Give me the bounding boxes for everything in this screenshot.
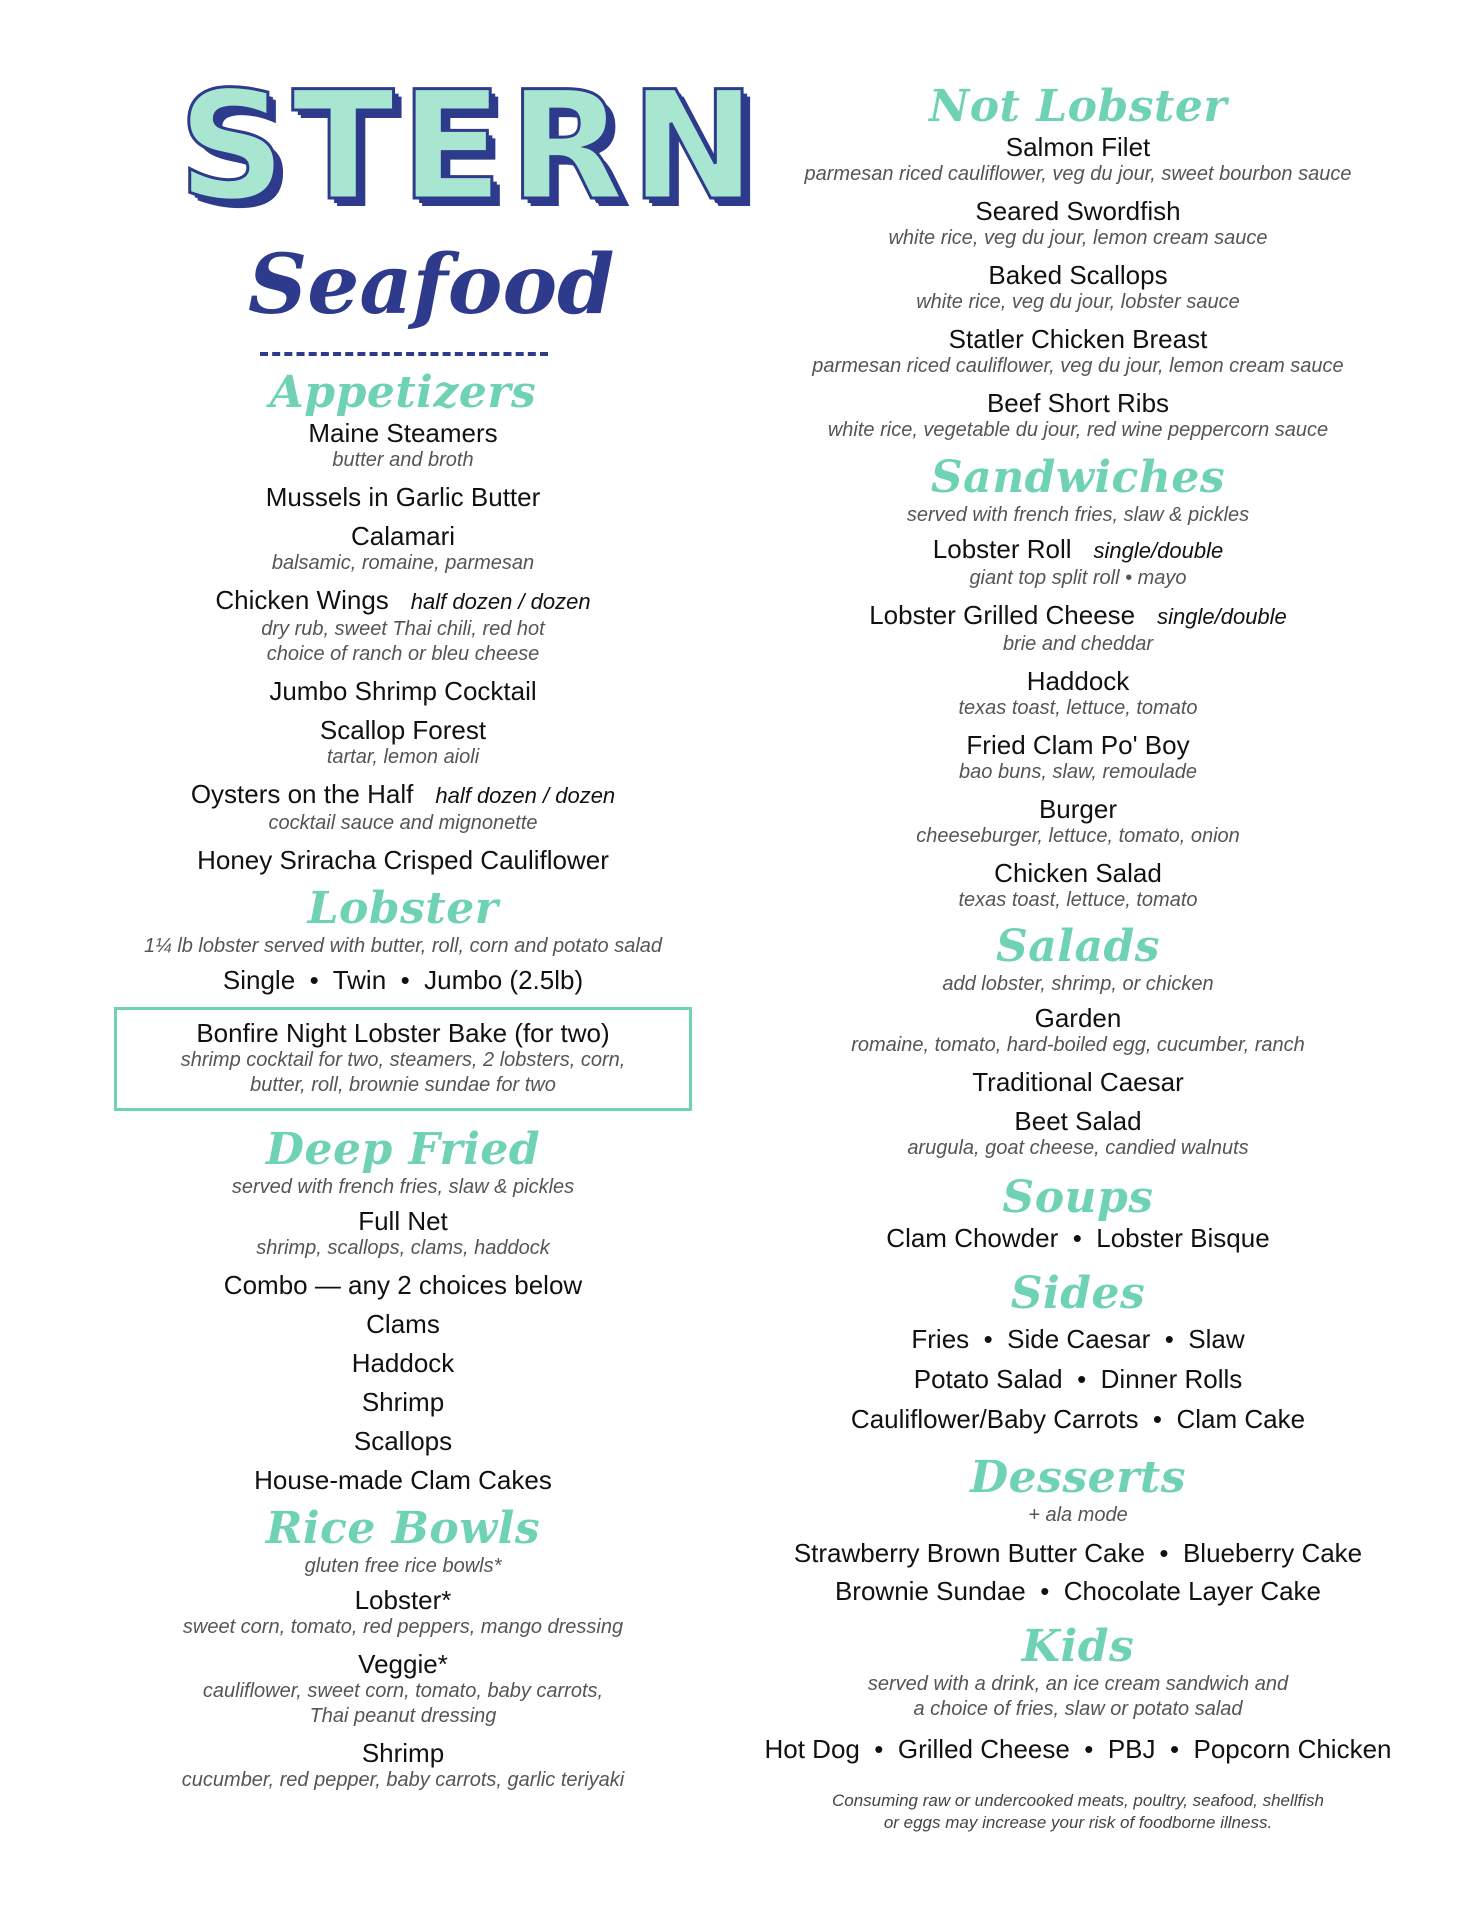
item-desc: white rice, veg du jour, lemon cream sauce (888, 227, 1268, 249)
item-desc: texas toast, lettuce, tomato (958, 697, 1198, 719)
desserts-subtitle: + ala mode (1028, 1504, 1128, 1526)
sides-line: Potato Salad • Dinner Rolls (913, 1364, 1243, 1394)
item-name: Shrimp (361, 1387, 445, 1417)
disclaimer-line: or eggs may increase your risk of foodborne illness. (883, 1813, 1273, 1832)
item-name: Fried Clam Po' Boy (966, 730, 1190, 760)
menu-item (108, 715, 698, 770)
item-desc: cocktail sauce and mignonette (268, 812, 538, 834)
item-desc: romaine, tomato, hard-boiled egg, cucumber, ranch (851, 1034, 1305, 1056)
kids-title: Kids (1021, 1621, 1135, 1672)
sides-section (758, 1269, 1398, 1439)
item-desc: tartar, lemon aioli (326, 746, 480, 768)
rice-bowls-section (108, 1504, 698, 1793)
appetizers-title: Appetizers (269, 367, 537, 418)
kids-section (758, 1622, 1398, 1764)
menu-item (108, 1585, 698, 1640)
item-name: Jumbo Shrimp Cocktail (269, 676, 537, 706)
logo (108, 0, 762, 340)
item-name-row (758, 534, 1398, 566)
menu-item (758, 196, 1398, 251)
menu-item (758, 534, 1398, 591)
kids-subtitle: served with a drink, an ice cream sandwich and (867, 1673, 1289, 1695)
not-lobster-title: Not Lobster (928, 81, 1228, 132)
menu-item (108, 1426, 698, 1456)
item-name: Oysters on the Half (190, 779, 414, 809)
item-desc: sweet corn, tomato, red peppers, mango dressing (182, 1616, 624, 1638)
item-desc: shrimp, scallops, clams, haddock (256, 1237, 550, 1259)
item-name: Scallop Forest (319, 715, 487, 745)
item-desc: butter and broth (332, 449, 474, 471)
soups-list: Clam Chowder • Lobster Bisque (886, 1223, 1270, 1253)
menu-item (758, 132, 1398, 187)
item-desc: shrimp cocktail for two, steamers, 2 lobsters, corn, (180, 1049, 626, 1071)
kids-list: Hot Dog • Grilled Cheese • PBJ • Popcorn Chicken (764, 1734, 1392, 1764)
deep-fried-title: Deep Fried (265, 1124, 541, 1175)
deep-fried-section (108, 1125, 698, 1495)
item-desc: parmesan riced cauliflower, veg du jour, sweet bourbon sauce (804, 163, 1352, 185)
item-desc: parmesan riced cauliflower, veg du jour, lemon cream sauce (812, 355, 1344, 377)
menu-item (108, 482, 698, 512)
menu-item (108, 779, 698, 836)
item-name: Haddock (1026, 666, 1130, 696)
item-name: Calamari (350, 521, 456, 551)
menu-item (758, 1067, 1398, 1097)
item-name: Salmon Filet (1005, 132, 1151, 162)
item-desc: choice of ranch or bleu cheese (266, 643, 540, 665)
item-desc: cheeseburger, lettuce, tomato, onion (916, 825, 1240, 847)
item-name: Lobster Grilled Cheese (869, 600, 1136, 630)
menu-item (758, 388, 1398, 443)
salads-title: Salads (995, 921, 1161, 972)
item-desc: giant top split roll • mayo (969, 567, 1187, 589)
item-name: Traditional Caesar (972, 1067, 1184, 1097)
logo-stern-text: STERN (178, 60, 762, 234)
item-name: Beef Short Ribs (986, 388, 1170, 418)
lobster-title: Lobster (307, 883, 499, 934)
item-name: Full Net (358, 1206, 448, 1236)
sides-line: Fries • Side Caesar • Slaw (911, 1324, 1245, 1354)
menu-item (758, 324, 1398, 379)
item-desc: white rice, vegetable du jour, red wine peppercorn sauce (827, 419, 1329, 441)
sandwiches-subtitle: served with french fries, slaw & pickles (906, 504, 1250, 526)
item-name: Garden (1034, 1003, 1122, 1033)
appetizers-section (108, 368, 698, 875)
item-desc: white rice, veg du jour, lobster sauce (916, 291, 1240, 313)
lobster-section (108, 884, 698, 1111)
rice-bowls-title: Rice Bowls (265, 1503, 541, 1554)
left-column (108, 0, 762, 1802)
menu-item (758, 666, 1398, 721)
item-desc: brie and cheddar (1002, 633, 1154, 655)
disclaimer-line: Consuming raw or undercooked meats, poultry, seafood, shellfish (832, 1791, 1324, 1810)
menu-item (108, 1738, 698, 1793)
menu-item (108, 521, 698, 576)
sides-title: Sides (1010, 1268, 1146, 1319)
menu-item (108, 585, 698, 667)
menu-item (108, 1309, 698, 1339)
disclaimer (758, 1790, 1398, 1834)
item-name: Burger (1038, 794, 1118, 824)
item-name: Scallops (353, 1426, 453, 1456)
menu-item (758, 1003, 1398, 1058)
soups-section (758, 1173, 1398, 1253)
right-column (758, 0, 1398, 1834)
item-name: Clams (366, 1309, 440, 1339)
menu-item (108, 1465, 698, 1495)
logo-divider (260, 352, 548, 356)
item-desc: balsamic, romaine, parmesan (271, 552, 535, 574)
salads-section (758, 922, 1398, 1161)
item-name: Beet Salad (1014, 1106, 1142, 1136)
menu-item (758, 1106, 1398, 1161)
desserts-line: Strawberry Brown Butter Cake • Blueberry Cake (793, 1538, 1363, 1568)
item-name-row (758, 600, 1398, 632)
item-name: Baked Scallops (988, 260, 1168, 290)
menu-item (758, 858, 1398, 913)
item-desc: texas toast, lettuce, tomato (958, 889, 1198, 911)
desserts-line: Brownie Sundae • Chocolate Layer Cake (834, 1576, 1322, 1606)
item-name: Mussels in Garlic Butter (265, 482, 541, 512)
item-desc: bao buns, slaw, remoulade (959, 761, 1197, 783)
menu-item (108, 1348, 698, 1378)
not-lobster-section (758, 82, 1398, 443)
item-desc: Thai peanut dressing (309, 1705, 497, 1727)
item-desc: cauliflower, sweet corn, tomato, baby carrots, (202, 1680, 604, 1702)
menu-item (108, 1206, 698, 1261)
desserts-title: Desserts (970, 1452, 1186, 1503)
item-name: Combo — any 2 choices below (223, 1270, 583, 1300)
item-name-row (108, 779, 698, 811)
menu-item (108, 1270, 698, 1300)
item-size-options: half dozen / dozen (435, 783, 616, 808)
logo-seafood-text: Seafood (248, 237, 615, 333)
item-name: Chicken Salad (994, 858, 1162, 888)
item-name: Bonfire Night Lobster Bake (for two) (196, 1018, 610, 1048)
deep-fried-subtitle: served with french fries, slaw & pickles (231, 1176, 575, 1198)
soups-title: Soups (1002, 1172, 1154, 1223)
item-desc: butter, roll, brownie sundae for two (250, 1074, 556, 1096)
item-size-options: single/double (1157, 604, 1287, 629)
item-name: Honey Sriracha Crisped Cauliflower (197, 845, 609, 875)
item-name: Maine Steamers (308, 418, 498, 448)
menu-item (108, 418, 698, 473)
bonfire-special-box (114, 1007, 692, 1111)
lobster-subtitle: 1¼ lb lobster served with butter, roll, corn and potato salad (143, 935, 663, 957)
lobster-size-options: Single • Twin • Jumbo (2.5lb) (222, 965, 584, 995)
rice-bowls-subtitle: gluten free rice bowls* (304, 1555, 502, 1577)
item-size-options: half dozen / dozen (410, 589, 591, 614)
item-desc: dry rub, sweet Thai chili, red hot (261, 618, 545, 640)
item-name: Veggie* (358, 1649, 448, 1679)
item-name: Statler Chicken Breast (948, 324, 1208, 354)
item-name: Haddock (351, 1348, 455, 1378)
item-desc: cucumber, red pepper, baby carrots, garlic teriyaki (181, 1769, 625, 1791)
item-desc: arugula, goat cheese, candied walnuts (907, 1137, 1249, 1159)
menu-item (108, 845, 698, 875)
item-name: Shrimp (361, 1738, 445, 1768)
item-name: Seared Swordfish (975, 196, 1181, 226)
sides-line: Cauliflower/Baby Carrots • Clam Cake (850, 1404, 1306, 1434)
sandwiches-section (758, 453, 1398, 913)
sandwiches-title: Sandwiches (930, 452, 1226, 503)
item-name: Chicken Wings (215, 585, 389, 615)
item-size-options: single/double (1093, 538, 1224, 563)
item-name: Lobster* (354, 1585, 452, 1615)
kids-subtitle: a choice of fries, slaw or potato salad (913, 1698, 1243, 1720)
menu-item (758, 730, 1398, 785)
menu-item (108, 676, 698, 706)
item-name: Lobster Roll (932, 534, 1072, 564)
menu-item (758, 260, 1398, 315)
menu-item (108, 1387, 698, 1417)
menu-item (108, 1649, 698, 1729)
salads-subtitle: add lobster, shrimp, or chicken (942, 973, 1214, 995)
item-name: House-made Clam Cakes (254, 1465, 552, 1495)
menu-item (758, 794, 1398, 849)
item-name-row (108, 585, 698, 617)
desserts-section (758, 1453, 1398, 1610)
menu-item (758, 600, 1398, 657)
